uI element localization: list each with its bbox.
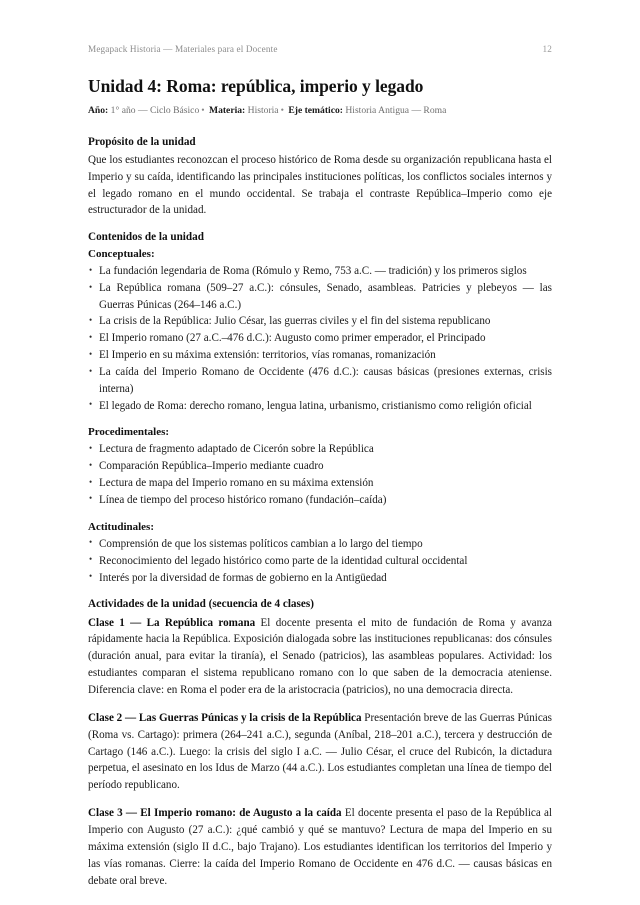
meta-value-eje: Historia Antigua — Roma <box>345 105 447 117</box>
meta-value-anio: 1° año — Ciclo Básico <box>110 105 200 117</box>
section-spacer <box>88 586 552 597</box>
page-number: 12 <box>542 44 552 54</box>
list-item: • Lectura de fragmento adaptado de Cicerón sobre la República <box>88 441 552 457</box>
paragraph-proposito: Que los estudiantes reconozcan el proceso histórico de Roma desde su organización republicana hasta el Imperio y su caída, identificando las principales instituciones políticas, los conflictos sociales internos y el legado romano en el mundo occidental. Se trabaja el contraste República–Imperio como eje estructurador de la unidad. <box>88 153 552 217</box>
meta-separator-1: • <box>201 105 205 117</box>
meta-label-materia: Materia: <box>209 105 246 117</box>
running-head-title: Megapack Historia — Materiales para el Docente <box>88 44 278 54</box>
section-heading-contenidos: Contenidos de la unidad <box>88 231 204 244</box>
list-item: • El legado de Roma: derecho romano, lengua latina, urbanismo, cristianismo como religión oficial <box>88 398 552 414</box>
clase-2-text: Presentación breve de las Guerras Púnicas (Roma vs. Cartago): primera (264–241 a.C.), segunda (Aníbal, 218–201 a.C.), tercera y destrucción de Cartago (146 a.C.). Luego: la crisis del siglo I a.C. — Julio César, el cruce del Rubicón, la dictadura perpetua, el asesinato en los Idus de Marzo (44 a.C.). Los estudiantes completan una línea de tiempo del período republicano. <box>88 711 552 792</box>
list-item: • La crisis de la República: Julio César, las guerras civiles y el fin del sistema republicano <box>88 313 552 329</box>
list-item: • Comparación República–Imperio mediante cuadro <box>88 458 552 474</box>
list-item: • Interés por la diversidad de formas de gobierno en la Antigüedad <box>88 570 552 586</box>
meta-label-anio: Año: <box>88 105 109 117</box>
list-item: • El Imperio en su máxima extensión: territorios, vías romanas, romanización <box>88 347 552 363</box>
list-item: • Comprensión de que los sistemas políticos cambian a lo largo del tiempo <box>88 536 552 552</box>
subheading-conceptuales: Conceptuales: <box>88 248 155 261</box>
section-heading-actividades: Actividades de la unidad (secuencia de 4 clases) <box>88 598 314 611</box>
clase-2-label: Clase 2 — Las Guerras Púnicas y la crisis de la República <box>88 711 362 724</box>
section-spacer <box>88 509 552 520</box>
list-item: • Lectura de mapa del Imperio romano en su máxima extensión <box>88 475 552 491</box>
clase-3-text: El docente presenta el paso de la República al Imperio con Augusto (27 a.C.): ¿qué cambió y qué se mantuvo? Lectura de mapa del Imperio en su máxima extensión (siglo II d.C., bajo Trajano). Los estudiantes identifican los territorios del Imperio y las vías romanas. Cierre: la caída del Imperio Romano de Occidente en 476 d.C. — causas básicas en debate oral breve. <box>88 807 553 887</box>
paragraph-clase-1 <box>88 615 552 699</box>
section-heading-proposito: Propósito de la unidad <box>88 135 196 148</box>
clase-3-label: Clase 3 — El Imperio romano: de Augusto a la caída <box>88 807 342 820</box>
list-item: • Reconocimiento del legado histórico como parte de la identidad cultural occidental <box>88 553 552 569</box>
meta-value-materia: Historia <box>247 105 279 117</box>
list-item: • La República romana (509–27 a.C.): cónsules, Senado, asambleas. Patricies y plebeyos — las Guerras Púnicas (264–146 a.C.) <box>88 280 552 313</box>
list-item: • La caída del Imperio Romano de Occidente (476 d.C.): causas básicas (presiones externas, crisis interna) <box>88 364 552 397</box>
meta-separator-2: • <box>280 105 284 117</box>
list-actitudinales <box>88 536 552 586</box>
running-head <box>88 44 552 54</box>
section-spacer <box>88 414 552 425</box>
meta-label-eje: Eje temático: <box>288 105 343 117</box>
list-conceptuales <box>88 263 552 414</box>
subheading-actitudinales: Actitudinales: <box>88 520 154 533</box>
paragraph-clase-3 <box>88 805 552 889</box>
list-item: • La fundación legendaria de Roma (Rómulo y Remo, 753 a.C. — tradición) y los primeros siglos <box>88 263 552 279</box>
clase-1-text: El docente presenta el mito de fundación de Roma y avanza rápidamente hacia la República. Exposición dialogada sobre las instituciones republicanas: dos cónsules (duración anual, para evitar la tiranía), el Senado (patricios), las asambleas populares. Actividad: los estudiantes comparan el sistema republicano romano con lo que saben de la democracia ateniense. Diferencia clave: en Roma el poder era de la aristocracia (patricios), no una democracia directa. <box>88 616 552 696</box>
list-procedimentales <box>88 441 552 508</box>
list-item: • Línea de tiempo del proceso histórico romano (fundación–caída) <box>88 492 552 508</box>
page-title: Unidad 4: Roma: república, imperio y legado <box>88 76 424 96</box>
paragraph-clase-2 <box>88 710 552 794</box>
clase-1-label: Clase 1 — La República romana <box>88 616 256 629</box>
document-metadata <box>88 104 552 117</box>
subheading-procedimentales: Procedimentales: <box>88 426 170 439</box>
list-item: • El Imperio romano (27 a.C.–476 d.C.): Augusto como primer emperador, el Principado <box>88 330 552 346</box>
